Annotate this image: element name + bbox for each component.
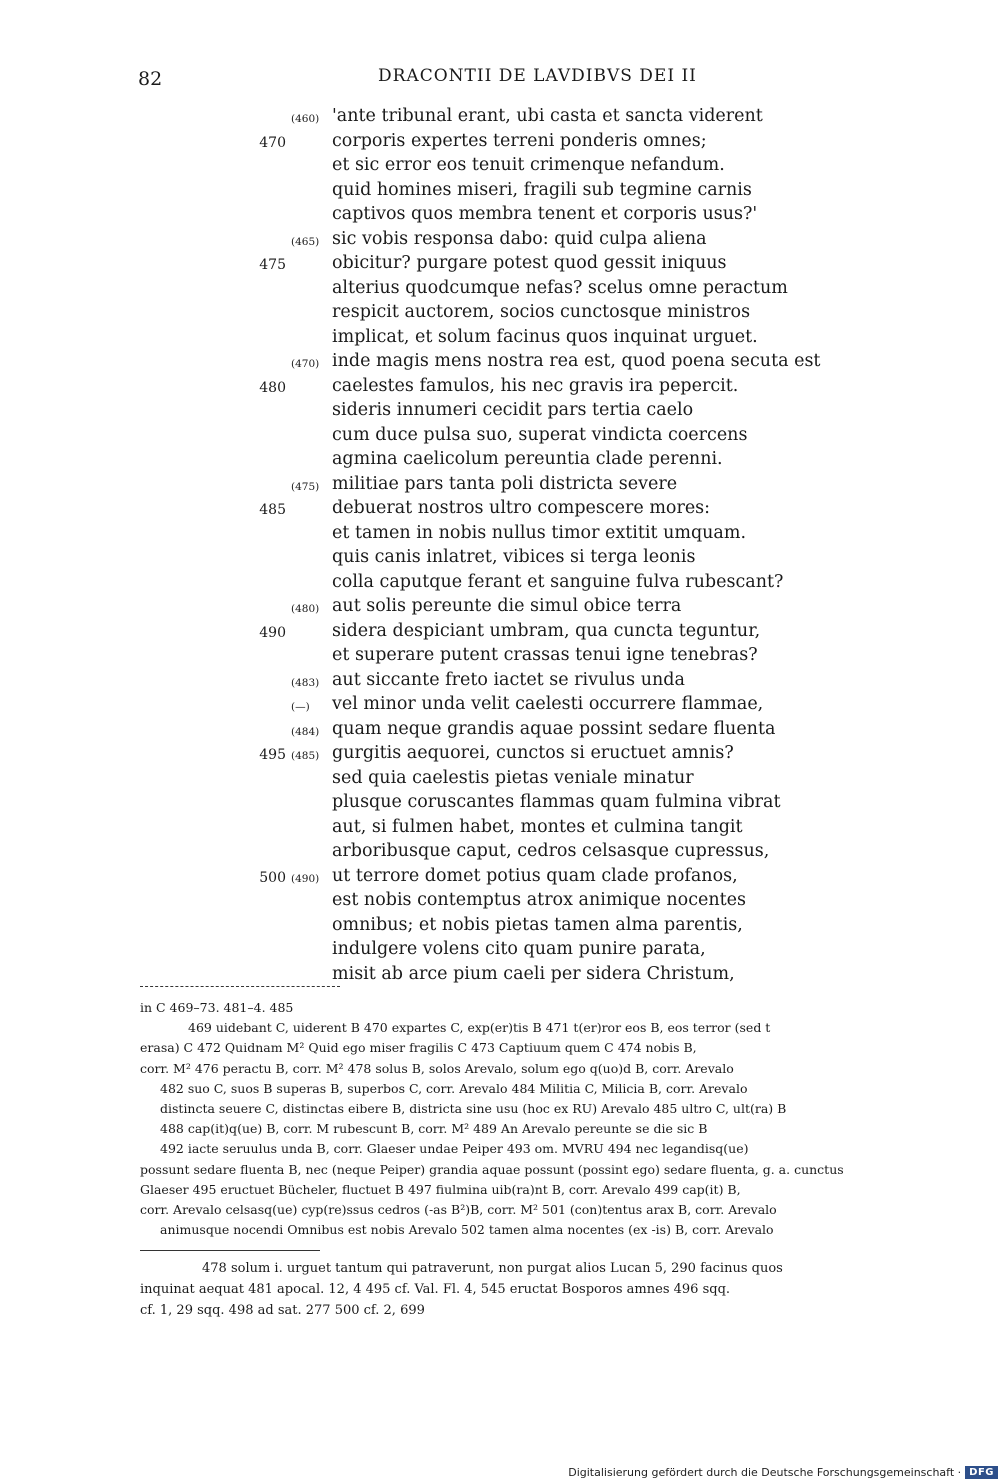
verse-line — [0, 890, 1000, 915]
verse-line — [0, 498, 1000, 523]
verse-line — [0, 180, 1000, 205]
verse-text: sidera despiciant umbram, qua cuncta teguntur, — [332, 620, 761, 641]
alt-line-number: (484) — [291, 725, 320, 738]
verse-text: obicitur? purgare potest quod gessit iniquus — [332, 253, 727, 273]
verse-line — [0, 302, 1000, 327]
verse-text: implicat, et solum facinus quos inquinat urguet. — [332, 326, 758, 347]
verse-text: aut, si fulmen habet, montes et culmina tangit — [332, 816, 743, 837]
line-number: 475 — [259, 257, 286, 273]
apparatus-line: erasa) C 472 Quidnam M² Quid ego miser fragilis C 473 Captiuum quem C 474 nobis B, — [140, 1040, 697, 1056]
verse-text: corporis expertes terreni ponderis omnes; — [332, 130, 707, 151]
alt-line-number: (460) — [291, 113, 320, 125]
verse-line — [0, 596, 1000, 621]
alt-line-number: (480) — [291, 603, 320, 615]
verse-line — [0, 376, 1000, 401]
digitization-banner — [568, 1464, 998, 1480]
verse-line — [0, 768, 1000, 793]
verse-line — [0, 939, 1000, 964]
verse-line — [0, 572, 1000, 597]
verse-line — [0, 621, 1000, 646]
verse-text: debuerat nostros ultro compescere mores: — [332, 498, 711, 518]
testimonia-line: 478 solum i. urguet tantum qui patraverunt, non purgat alios Lucan 5, 290 facinus quos — [202, 1261, 783, 1276]
critical-apparatus — [140, 998, 920, 1240]
line-number: 485 — [259, 502, 286, 518]
alt-line-number: (470) — [291, 358, 320, 370]
verse-line — [0, 841, 1000, 866]
verse-text: militiae pars tanta poli districta severe — [332, 473, 678, 494]
verse-text: colla caputque ferant et sanguine fulva rubescant? — [332, 571, 784, 592]
verse-text: quid homines miseri, fragili sub tegmine carnis — [332, 179, 752, 200]
apparatus-line: corr. M² 476 peractu B, corr. M² 478 solus B, solos Arevalo, solum ego q(uo)d B, corr. Arevalo — [140, 1060, 734, 1076]
verse-line — [0, 817, 1000, 842]
line-number: 500 — [259, 869, 286, 886]
apparatus-line: possunt sedare fluenta B, nec (neque Peiper) grandia aquae possunt (possint ego) sedare fluenta, g. a. cunctus — [140, 1161, 844, 1177]
verse-line — [0, 523, 1000, 548]
alt-line-number: (490) — [291, 872, 320, 885]
verse-text: omnibus; et nobis pietas tamen alma parentis, — [332, 914, 743, 935]
verse-text: arboribusque caput, cedros celsasque cupressus, — [332, 841, 770, 861]
verse-line — [0, 425, 1000, 450]
verse-line — [0, 351, 1000, 376]
verse-text: respicit auctorem, socios cunctosque ministros — [332, 302, 751, 322]
apparatus-line: in C 469–73. 481–4. 485 — [140, 1000, 294, 1015]
verse-text: et tamen in nobis nullus timor extitit umquam. — [332, 522, 747, 543]
verse-line — [0, 474, 1000, 499]
verse-line — [0, 915, 1000, 940]
testimonia-line: inquinat aequat 481 apocal. 12, 4 495 cf. Val. Fl. 4, 545 eructat Bosporos amnes 496 sqq. — [140, 1282, 731, 1297]
verse-text: aut solis pereunte die simul obice terra — [332, 596, 682, 616]
apparatus-divider — [140, 986, 340, 987]
apparatus-line: 488 cap(it)q(ue) B, corr. M rubescunt B, corr. M² 489 An Arevalo pereunte se die sic B — [160, 1121, 708, 1137]
apparatus-line: Glaeser 495 eructuet Bücheler, fluctuet B 497 fiulmina uib(ra)nt B, corr. Arevalo 499 cap(it) B, — [140, 1181, 741, 1197]
verse-line — [0, 131, 1000, 156]
line-number: 470 — [259, 134, 286, 151]
verse-line — [0, 792, 1000, 817]
verse-text: quis canis inlatret, vibices si terga leonis — [332, 547, 696, 567]
alt-line-number: (465) — [291, 235, 320, 248]
verse-line — [0, 964, 1000, 989]
line-number: 480 — [259, 379, 286, 396]
verse-line — [0, 400, 1000, 425]
verse-line — [0, 155, 1000, 180]
testimonia-divider — [140, 1250, 320, 1251]
verse-text: inde magis mens nostra rea est, quod poena secuta est — [332, 351, 821, 371]
verse-line — [0, 645, 1000, 670]
verse-text: indulgere volens cito quam punire parata, — [332, 939, 706, 959]
apparatus-line: 482 suo C, suos B superas B, superbos C, corr. Arevalo 484 Militia C, Milicia B, corr. Arevalo — [160, 1080, 748, 1096]
verse-text: misit ab arce pium caeli per sidera Christum, — [332, 963, 735, 984]
verse-text: et sic error eos tenuit crimenque nefandum. — [332, 155, 725, 175]
verse-text: alterius quodcumque nefas? scelus omne peractum — [332, 277, 788, 298]
testimonia-notes — [140, 1258, 920, 1321]
verse-line — [0, 449, 1000, 474]
alt-line-number: (475) — [291, 480, 320, 493]
page-number: 82 — [138, 68, 163, 90]
verse-text: est nobis contemptus atrox animique nocentes — [332, 890, 747, 910]
verse-line — [0, 106, 1000, 131]
verse-text: caelestes famulos, his nec gravis ira pepercit. — [332, 375, 739, 396]
apparatus-line: corr. Arevalo celsasq(ue) cyp(re)ssus cedros (-as B²)B, corr. M² 501 (con)tentus arax B, corr. Arevalo — [140, 1201, 777, 1217]
line-number: 490 — [259, 624, 286, 641]
apparatus-line: 469 uidebant C, uiderent B 470 expartes C, exp(er)tis B 471 t(er)ror eos B, eos terror (sed t — [188, 1020, 771, 1036]
apparatus-line: 492 iacte seruulus unda B, corr. Glaeser undae Peiper 493 om. MVRU 494 nec legandisq(ue) — [160, 1141, 749, 1157]
verse-text: 'ante tribunal erant, ubi casta et sancta viderent — [332, 106, 763, 126]
alt-line-number: (485) — [291, 750, 320, 762]
verse-block — [0, 106, 1000, 988]
running-head: DRACONTII DE LAVDIBVS DEI II — [378, 66, 697, 86]
digitization-text: Digitalisierung gefördert durch die Deutsche Forschungsgemeinschaft · — [568, 1465, 962, 1479]
verse-line — [0, 547, 1000, 572]
verse-line — [0, 719, 1000, 744]
verse-text: sic vobis responsa dabo: quid culpa aliena — [332, 228, 707, 249]
verse-line — [0, 229, 1000, 254]
line-number: 495 — [259, 747, 286, 763]
verse-line — [0, 204, 1000, 229]
verse-text: cum duce pulsa suo, superat vindicta coercens — [332, 424, 748, 445]
verse-line — [0, 694, 1000, 719]
apparatus-line: distincta seuere C, distinctas eibere B, districta sine usu (hoc ex RU) Arevalo 485 ultro C, ult(ra) B — [160, 1100, 787, 1116]
apparatus-line: animusque nocendi Omnibus est nobis Arevalo 502 tamen alma nocentes (ex -is) B, corr. Arevalo — [160, 1222, 774, 1238]
verse-text: gurgitis aequorei, cunctos si eructuet amnis? — [332, 743, 734, 763]
verse-text: plusque coruscantes flammas quam fulmina vibrat — [332, 792, 781, 812]
verse-line — [0, 866, 1000, 891]
verse-text: sideris innumeri cecidit pars tertia caelo — [332, 400, 694, 420]
verse-text: vel minor unda velit caelesti occurrere flammae, — [332, 694, 764, 714]
verse-line — [0, 253, 1000, 278]
alt-line-number: (483) — [291, 676, 320, 689]
verse-line — [0, 743, 1000, 768]
verse-text: captivos quos membra tenent et corporis usus?' — [332, 204, 758, 224]
verse-line — [0, 327, 1000, 352]
dfg-logo: DFG — [965, 1466, 998, 1479]
verse-text: quam neque grandis aquae possint sedare fluenta — [332, 718, 776, 739]
verse-line — [0, 670, 1000, 695]
verse-text: et superare putent crassas tenui igne tenebras? — [332, 645, 758, 665]
verse-line — [0, 278, 1000, 303]
verse-text: agmina caelicolum pereuntia clade perenni. — [332, 449, 723, 469]
verse-text: aut siccante freto iactet se rivulus unda — [332, 669, 685, 690]
verse-text: ut terrore domet potius quam clade profanos, — [332, 865, 738, 886]
testimonia-line: cf. 1, 29 sqq. 498 ad sat. 277 500 cf. 2, 699 — [140, 1303, 425, 1318]
alt-line-number: (—) — [291, 701, 310, 713]
verse-text: sed quia caelestis pietas veniale minatur — [332, 767, 694, 788]
